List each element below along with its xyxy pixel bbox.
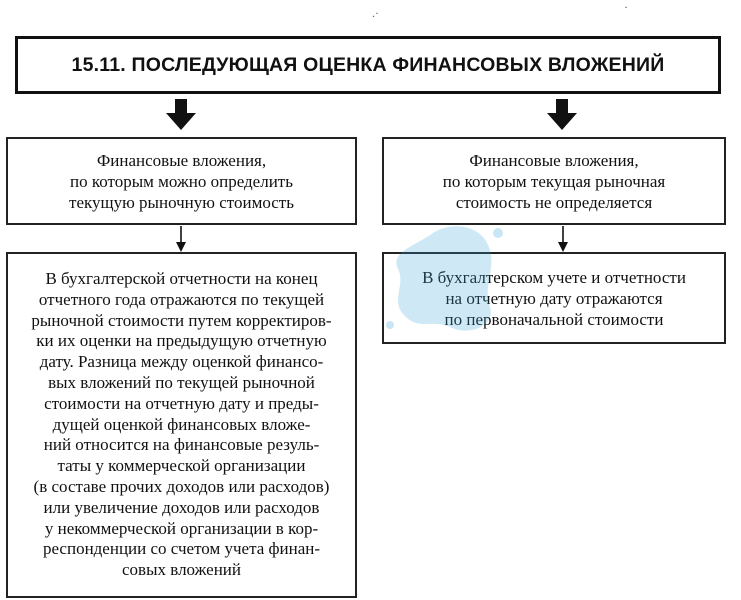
left-category-box	[6, 137, 357, 225]
left-body-line: совых вложений	[122, 560, 241, 580]
left-body-line: или увеличение доходов или расходов	[43, 497, 320, 517]
left-body-line: респонденции со счетом учета финан-	[42, 539, 321, 559]
left-body-line: (в составе прочих доходов или расходов)	[33, 476, 330, 496]
right-body-line: по первоначальной стоимости	[444, 309, 664, 329]
left-body-line: таты у коммерческой организации	[57, 456, 306, 476]
left-body-line: отчетного года отражаются по текущей	[38, 289, 325, 309]
left-detail-box	[6, 252, 357, 598]
left-body-line: стоимости на отчетную дату и преды-	[44, 393, 319, 413]
left-body-line: дущей оценкой финансовых вложе-	[52, 414, 311, 434]
left-header-line: Финансовые вложения,	[96, 150, 267, 170]
scan-speck: ·	[624, 0, 628, 14]
left-header-line: по которым можно определить	[70, 171, 293, 191]
left-header-line: текущую рыночную стоимость	[69, 192, 294, 212]
left-body-line: дату. Разница между оценкой финансо-	[39, 352, 324, 372]
scan-speck: .·	[372, 6, 379, 20]
right-body-line: В бухгалтерском учете и отчетности	[422, 267, 686, 287]
arrow-down-left-icon	[165, 99, 197, 131]
left-body-line: ки их оценки на предыдущую отчетную	[36, 331, 327, 351]
watermark-splash-icon	[370, 215, 520, 345]
right-header-line: по которым текущая рыночная	[442, 171, 666, 191]
diagram-title: 15.11. ПОСЛЕДУЮЩАЯ ОЦЕНКА ФИНАНСОВЫХ ВЛОЖЕНИЙ	[15, 36, 721, 94]
left-body-line: В бухгалтерской отчетности на конец	[45, 269, 318, 289]
connector-arrow-left-icon	[175, 226, 187, 252]
left-body-line: ний относится на финансовые резуль-	[43, 435, 320, 455]
right-body-line: на отчетную дату отражаются	[445, 288, 663, 308]
left-body-line: у некоммерческой организации в кор-	[44, 518, 319, 538]
right-header-line: Финансовые вложения,	[469, 150, 639, 170]
arrow-down-right-icon	[546, 99, 578, 131]
connector-arrow-right-icon	[557, 226, 569, 252]
left-body-line: рыночной стоимости путем корректиров-	[31, 310, 332, 330]
right-category-box	[382, 137, 726, 225]
left-body-line: вых вложений по текущей рыночной	[48, 373, 315, 392]
right-header-line: стоимость не определяется	[455, 192, 653, 212]
